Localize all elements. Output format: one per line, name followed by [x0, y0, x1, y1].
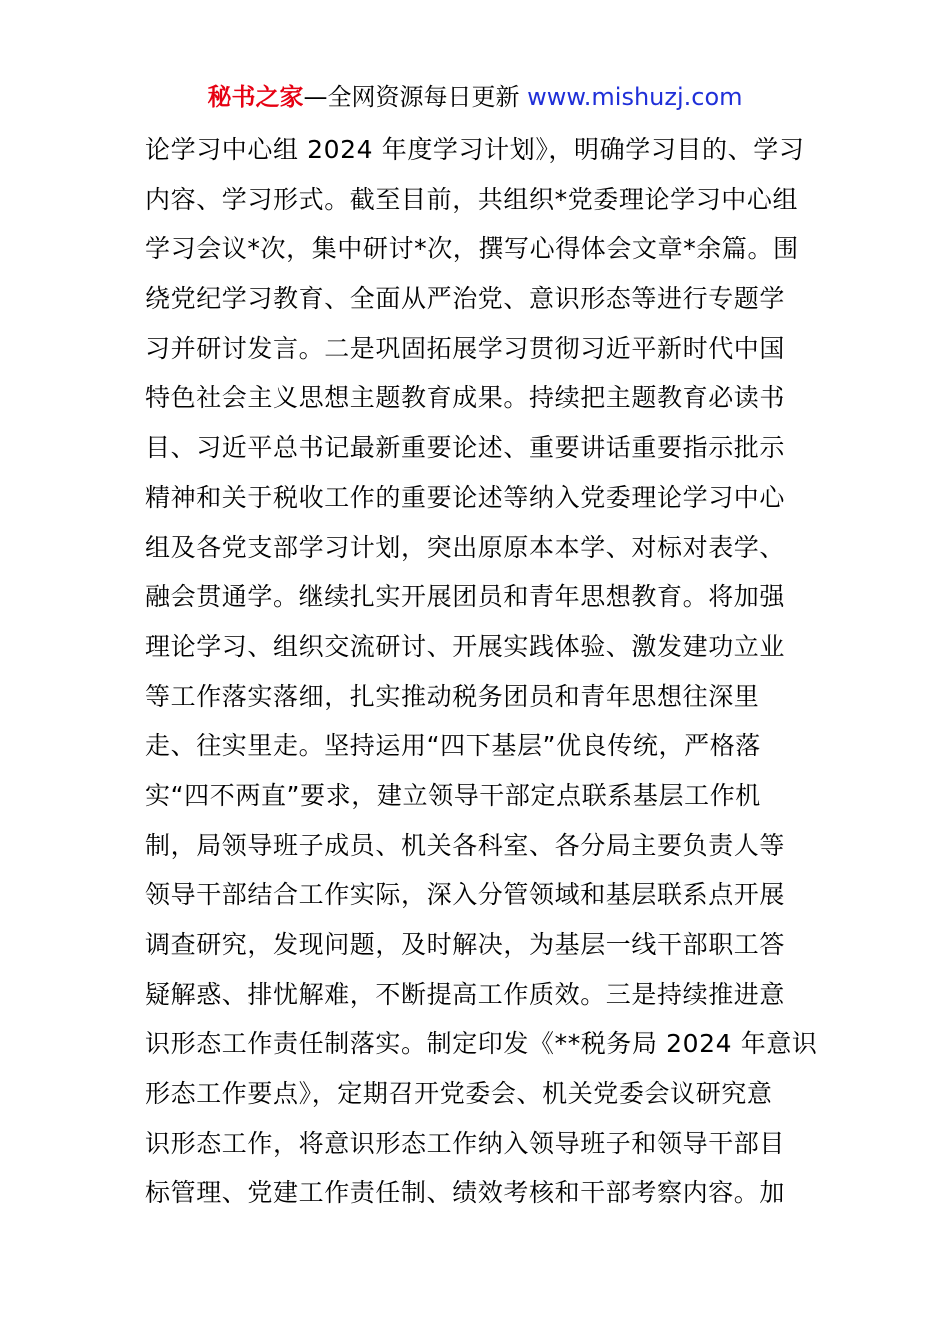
text-line: 等工作落实落细，扎实推动税务团员和青年思想往深里	[145, 681, 760, 711]
text-line: 走、往实里走。坚持运用“四下基层”优良传统，严格落	[145, 731, 761, 761]
text-line: 论学习中心组 2024 年度学习计划》，明确学习目的、学习	[145, 135, 805, 164]
site-brand: 秘书之家	[207, 83, 304, 111]
text-line: 领导干部结合工作实际，深入分管领域和基层联系点开展	[145, 880, 786, 910]
text-line: 精神和关于税收工作的重要论述等纳入党委理论学习中心	[145, 482, 786, 512]
text-line: 实“四不两直”要求，建立领导干部定点联系基层工作机	[145, 780, 761, 810]
text-line: 特色社会主义思想主题教育成果。持续把主题教育必读书	[145, 383, 786, 413]
text-line: 绕党纪学习教育、全面从严治党、意识形态等进行专题学	[145, 284, 786, 314]
text-line: 习并研讨发言。二是巩固拓展学习贯彻习近平新时代中国	[145, 333, 786, 363]
text-line: 内容、学习形式。截至目前，共组织*党委理论学习中心组	[145, 184, 799, 214]
site-header	[0, 80, 950, 114]
document-body	[145, 125, 818, 1218]
site-tagline: —全网资源每日更新	[303, 83, 528, 111]
text-line: 识形态工作责任制落实。制定印发《**税务局 2024 年意识	[145, 1029, 818, 1059]
text-line: 制，局领导班子成员、机关各科室、各分局主要负责人等	[145, 830, 786, 860]
text-line: 理论学习、组织交流研讨、开展实践体验、激发建功立业	[145, 631, 786, 661]
text-line: 形态工作要点》，定期召开党委会、机关党委会议研究意	[145, 1079, 773, 1109]
text-line: 标管理、党建工作责任制、绩效考核和干部考察内容。加	[145, 1178, 786, 1208]
text-line: 目、习近平总书记最新重要论述、重要讲话重要指示批示	[145, 433, 786, 463]
text-line: 疑解惑、排忧解难，不断提高工作质效。三是持续推进意	[145, 979, 786, 1009]
text-line: 融会贯通学。继续扎实开展团员和青年思想教育。将加强	[145, 582, 786, 612]
text-line: 识形态工作，将意识形态工作纳入领导班子和领导干部目	[145, 1128, 786, 1158]
site-url-link[interactable]: www.mishuzj.com	[527, 83, 743, 111]
text-line: 学习会议*次，集中研讨*次，撰写心得体会文章*余篇。围	[145, 234, 799, 264]
text-line: 组及各党支部学习计划，突出原原本本学、对标对表学、	[145, 532, 786, 562]
text-line: 调查研究，发现问题，及时解决，为基层一线干部职工答	[145, 930, 786, 959]
